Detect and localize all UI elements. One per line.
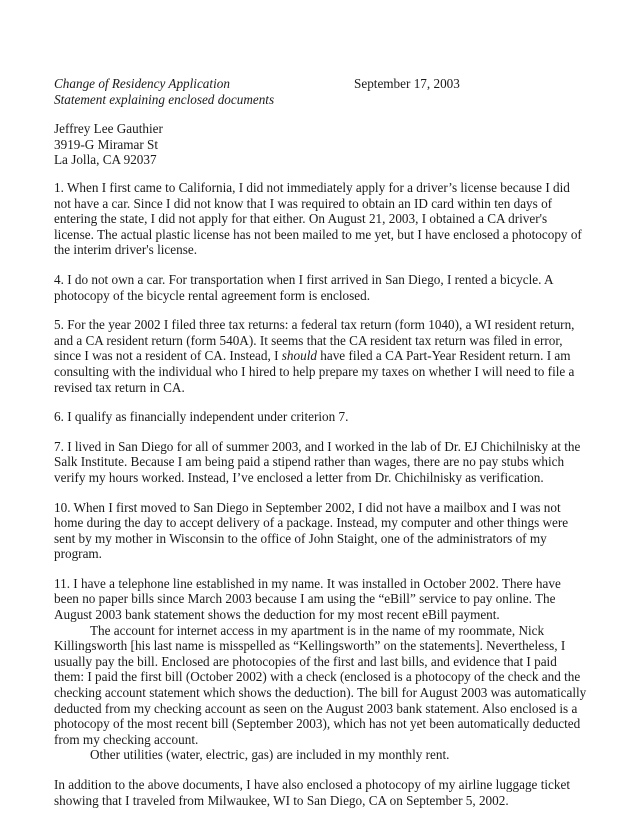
closing-paragraph: In addition to the above documents, I have also enclosed a photocopy of my airline luggage ticket showing that I traveled from Milwaukee, WI to San Diego, CA on September 5, 2002. xyxy=(54,777,570,808)
header-title-row xyxy=(54,76,594,92)
document-title: Change of Residency Application xyxy=(54,76,230,91)
sender-street: 3919-G Miramar St xyxy=(54,136,159,152)
document-subtitle: Statement explaining enclosed documents xyxy=(54,92,275,107)
paragraph-5-part-b: have filed a CA Part-Year Resident return. I am consulting with the individual who I hired to help prepare my taxes on whether I will need to file a revised tax return in CA. xyxy=(54,348,575,395)
paragraph-11 xyxy=(54,576,588,763)
paragraph-11-internet: The account for internet access in my apartment is in the name of my roommate, Nick Killingsworth [his last name is misspelled as “Kellingsworth” on the statements]. Nevertheless, I usually pay the bill. Enclosed are photocopies of the first and last bills, and evidence that I paid them: I paid the first bill (October 2002) with a check (enclosed is a photocopy of the check and the checking account statement which shows the deduction). The bill for August 2003 was automatically deducted from my checking account as seen on the August 2003 bank statement. Also enclosed is a photocopy of the most recent bill (September 2003), which has not yet been automatically deducted from my checking account. xyxy=(54,622,587,747)
sender-city: La Jolla, CA 92037 xyxy=(54,152,157,168)
paragraph-11-utilities: Other utilities (water, electric, gas) are included in my monthly rent. xyxy=(90,747,450,763)
paragraph-1: 1. When I first came to California, I did not immediately apply for a driver’s license because I did not have a car. Since I did not know that I was required to obtain an ID card within ten days of entering the state, I did not apply for that either. On August 21, 2003, I obtained a CA driver's license. The actual plastic license has not been mailed to me yet, but I have enclosed a photocopy of the interim driver's license. xyxy=(54,180,582,258)
paragraph-10: 10. When I first moved to San Diego in September 2002, I did not have a mailbox and I was not home during the day to accept delivery of a package. Instead, my computer and other things were sent by my mother in Wisconsin to the office of John Staight, one of the administrators of my program. xyxy=(54,499,569,562)
document-date: September 17, 2003 xyxy=(354,76,460,91)
paragraph-5-emphasis: should xyxy=(281,348,317,364)
paragraph-5 xyxy=(54,317,588,395)
document-body xyxy=(54,180,588,822)
paragraph-11-telephone: 11. I have a telephone line established in my name. It was installed in October 2002. There have been no paper bills since March 2003 because I am using the “eBill” service to pay online. The August 2003 bank statement shows the deduction for my most recent eBill payment. xyxy=(54,575,561,623)
paragraph-6: 6. I qualify as financially independent under criterion 7. xyxy=(54,409,349,425)
sender-name: Jeffrey Lee Gauthier xyxy=(54,121,163,136)
paragraph-5-part-a: 5. For the year 2002 I filed three tax returns: a federal tax return (form 1040), a WI resident return, and a CA resident return (form 540A). It seems that the CA resident tax return was filed in error, since I was not a resident of CA. Instead, I xyxy=(54,317,575,364)
document-header xyxy=(54,76,594,108)
paragraph-7: 7. I lived in San Diego for all of summer 2003, and I worked in the lab of Dr. EJ Chichilnisky at the Salk Institute. Because I am being paid a stipend rather than wages, there are no pay stubs which verify my hours worked. Instead, I’ve enclosed a letter from Dr. Chichilnisky as verification. xyxy=(54,438,581,485)
paragraph-4: 4. I do not own a car. For transportation when I first arrived in San Diego, I rented a bicycle. A photocopy of the bicycle rental agreement form is enclosed. xyxy=(54,271,553,303)
sender-address xyxy=(54,121,594,168)
